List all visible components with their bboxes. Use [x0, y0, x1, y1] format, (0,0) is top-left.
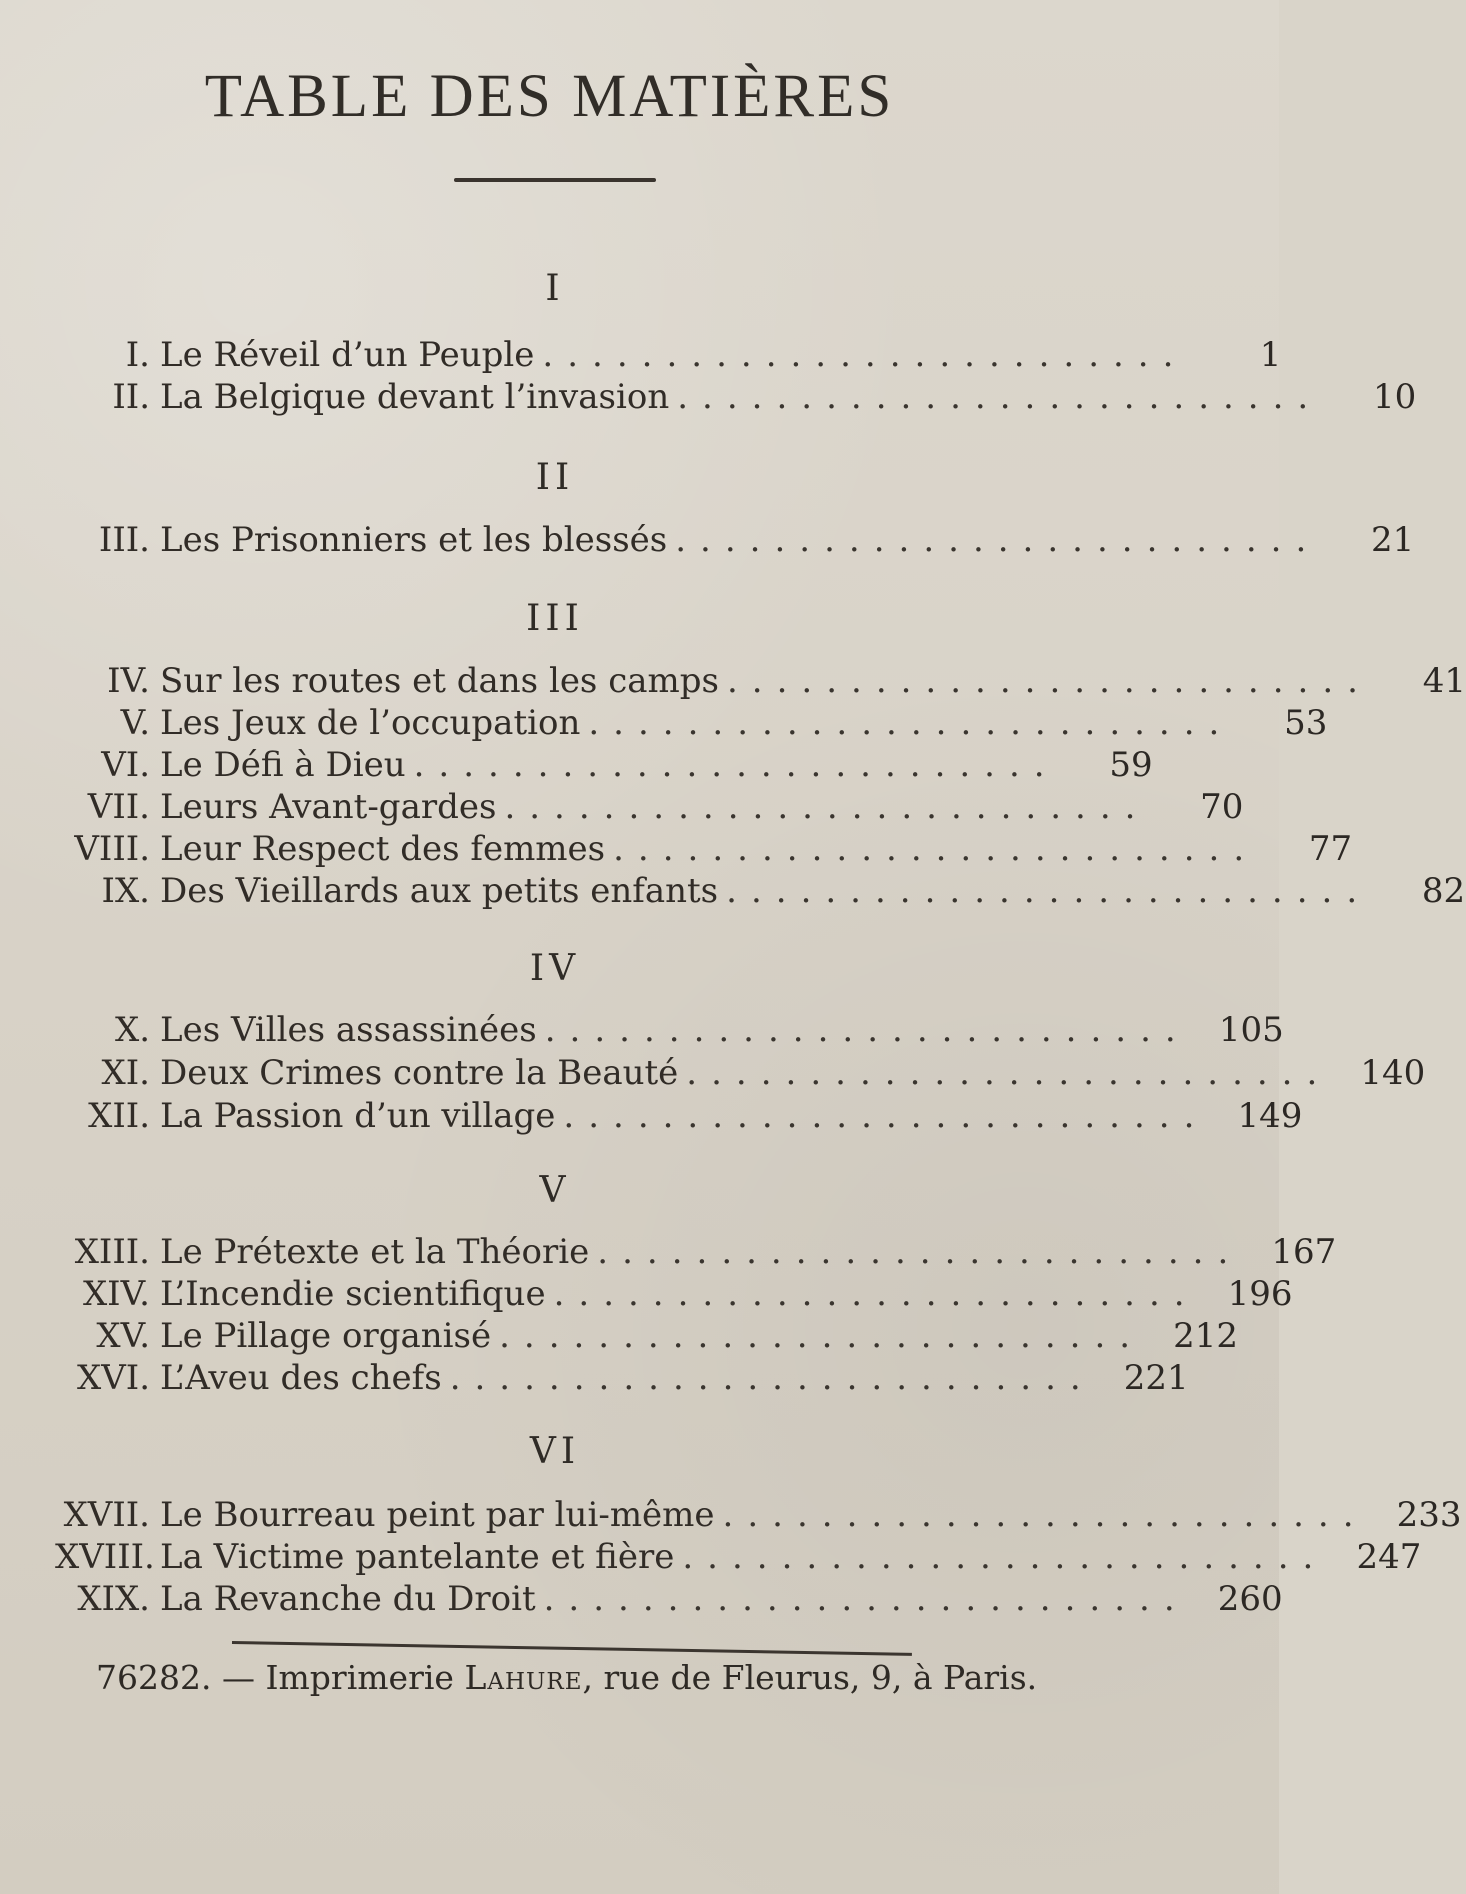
dot-leader: .......................... [686, 1053, 1332, 1093]
toc-entry-2 [55, 377, 1417, 417]
chapter-title: Les Villes assassinées [160, 1010, 537, 1050]
page-number: 82 [1421, 871, 1466, 911]
toc-entry-14 [55, 1274, 1293, 1314]
dot-leader: .......................... [543, 1579, 1189, 1619]
chapter-title: La Victime pantelante et fière [160, 1537, 675, 1577]
toc-entry-9 [55, 871, 1466, 911]
section-heading-1: I [545, 268, 565, 309]
dot-leader: .......................... [677, 377, 1323, 417]
page-number: 196 [1227, 1274, 1293, 1314]
chapter-title: Les Prisonniers et les blessés [160, 520, 668, 560]
section-heading-6: VI [529, 1431, 581, 1472]
chapter-title: Les Jeux de l’occupation [160, 703, 581, 743]
printer-address: , rue de Fleurus, 9, à Paris. [582, 1658, 1038, 1697]
chapter-title: Leurs Avant-gardes [160, 787, 497, 827]
toc-entry-19 [55, 1579, 1283, 1619]
chapter-number: VIII. [74, 829, 150, 869]
section-heading-2: II [535, 457, 575, 498]
dot-leader: .......................... [499, 1316, 1145, 1356]
toc-entry-4 [55, 661, 1466, 701]
chapter-number: IV. [107, 661, 150, 701]
chapter-title: La Revanche du Droit [160, 1579, 536, 1619]
toc-entry-6 [55, 745, 1153, 785]
page-number: 149 [1237, 1096, 1303, 1136]
toc-entry-7 [55, 787, 1244, 827]
page-number: 70 [1200, 787, 1244, 827]
chapter-number: V. [120, 703, 150, 743]
chapter-title: Des Vieillards aux petits enfants [160, 871, 719, 911]
page-number: 167 [1271, 1232, 1337, 1272]
page-number: 41 [1422, 661, 1466, 701]
chapter-number: XVII. [63, 1495, 150, 1535]
printer-name: Lahure [464, 1658, 583, 1697]
dot-leader: .......................... [597, 1232, 1243, 1272]
page-number: 212 [1173, 1316, 1239, 1356]
dot-leader: .......................... [722, 1495, 1368, 1535]
chapter-number: XIV. [82, 1274, 150, 1314]
chapter-title: Deux Crimes contre la Beauté [160, 1053, 679, 1093]
page-number: 233 [1396, 1495, 1462, 1535]
section-heading-4: IV [529, 948, 581, 989]
dot-leader: .......................... [553, 1274, 1199, 1314]
toc-entry-1 [55, 335, 1282, 375]
page-number: 77 [1308, 829, 1353, 869]
chapter-title: Leur Respect des femmes [160, 829, 606, 869]
toc-entry-17 [55, 1495, 1462, 1535]
chapter-title: Le Pillage organisé [160, 1316, 492, 1356]
toc-entry-3 [55, 520, 1415, 560]
dot-leader: .......................... [726, 661, 1372, 701]
page-number: 53 [1284, 703, 1328, 743]
page-number: 105 [1218, 1010, 1284, 1050]
chapter-number: XI. [101, 1053, 150, 1093]
chapter-title: Le Réveil d’un Peuple [160, 335, 535, 375]
chapter-number: IX. [101, 871, 150, 911]
page-number: 247 [1356, 1537, 1422, 1577]
section-heading-3: III [526, 598, 584, 639]
toc-entry-15 [55, 1316, 1239, 1356]
dot-leader: .......................... [413, 745, 1059, 785]
dot-leader: .......................... [613, 829, 1259, 869]
page-number: 260 [1217, 1579, 1283, 1619]
title-rule [454, 178, 656, 182]
page-number: 140 [1360, 1053, 1426, 1093]
dot-leader: .......................... [449, 1358, 1095, 1398]
page-number: 59 [1109, 745, 1153, 785]
chapter-number: VII. [87, 787, 150, 827]
dot-leader: .......................... [504, 787, 1150, 827]
toc-entry-10 [55, 1010, 1284, 1050]
chapter-number: VI. [101, 745, 150, 785]
toc-entry-8 [55, 829, 1353, 869]
chapter-number: I. [125, 335, 150, 375]
toc-entry-12 [55, 1096, 1303, 1136]
toc-entry-13 [55, 1232, 1337, 1272]
printer-prefix: Imprimerie [265, 1658, 454, 1697]
page-number: 221 [1123, 1358, 1189, 1398]
chapter-title: Le Prétexte et la Théorie [160, 1232, 590, 1272]
toc-entry-5 [55, 703, 1328, 743]
toc-entry-16 [55, 1358, 1189, 1398]
page-number: 21 [1370, 520, 1415, 560]
dot-leader: .......................... [542, 335, 1188, 375]
chapter-title: La Belgique devant l’invasion [160, 377, 670, 417]
chapter-number: III. [98, 520, 150, 560]
section-heading-5: V [539, 1170, 571, 1211]
dot-leader: .......................... [726, 871, 1372, 911]
chapter-number: XII. [88, 1096, 150, 1136]
dot-leader: .......................... [544, 1010, 1190, 1050]
chapter-number: II. [112, 377, 150, 417]
toc-entry-18 [55, 1537, 1422, 1577]
imprint-dash: — [221, 1658, 255, 1697]
page-title: TABLE DES MATIÈRES [204, 63, 895, 130]
dot-leader: .......................... [563, 1096, 1209, 1136]
chapter-number: XIX. [77, 1579, 150, 1619]
dot-leader: .......................... [588, 703, 1234, 743]
chapter-number: XVIII. [55, 1537, 155, 1577]
chapter-title: La Passion d’un village [160, 1096, 556, 1136]
toc-entry-11 [55, 1053, 1426, 1093]
chapter-number: X. [114, 1010, 150, 1050]
chapter-title: Sur les routes et dans les camps [160, 661, 719, 701]
chapter-number: XIII. [74, 1232, 150, 1272]
page-number: 1 [1259, 335, 1282, 375]
dot-leader: .......................... [682, 1537, 1328, 1577]
printer-imprint [96, 1658, 1096, 1698]
page-number: 10 [1372, 377, 1417, 417]
chapter-title: L’Incendie scientifique [160, 1274, 546, 1314]
footer-rule [232, 1641, 912, 1656]
chapter-number: XVI. [77, 1358, 150, 1398]
print-code: 76282. [96, 1658, 212, 1697]
chapter-title: Le Défi à Dieu [160, 745, 406, 785]
chapter-title: Le Bourreau peint par lui-même [160, 1495, 715, 1535]
dot-leader: .......................... [675, 520, 1321, 560]
chapter-title: L’Aveu des chefs [160, 1358, 442, 1398]
chapter-number: XV. [96, 1316, 150, 1356]
